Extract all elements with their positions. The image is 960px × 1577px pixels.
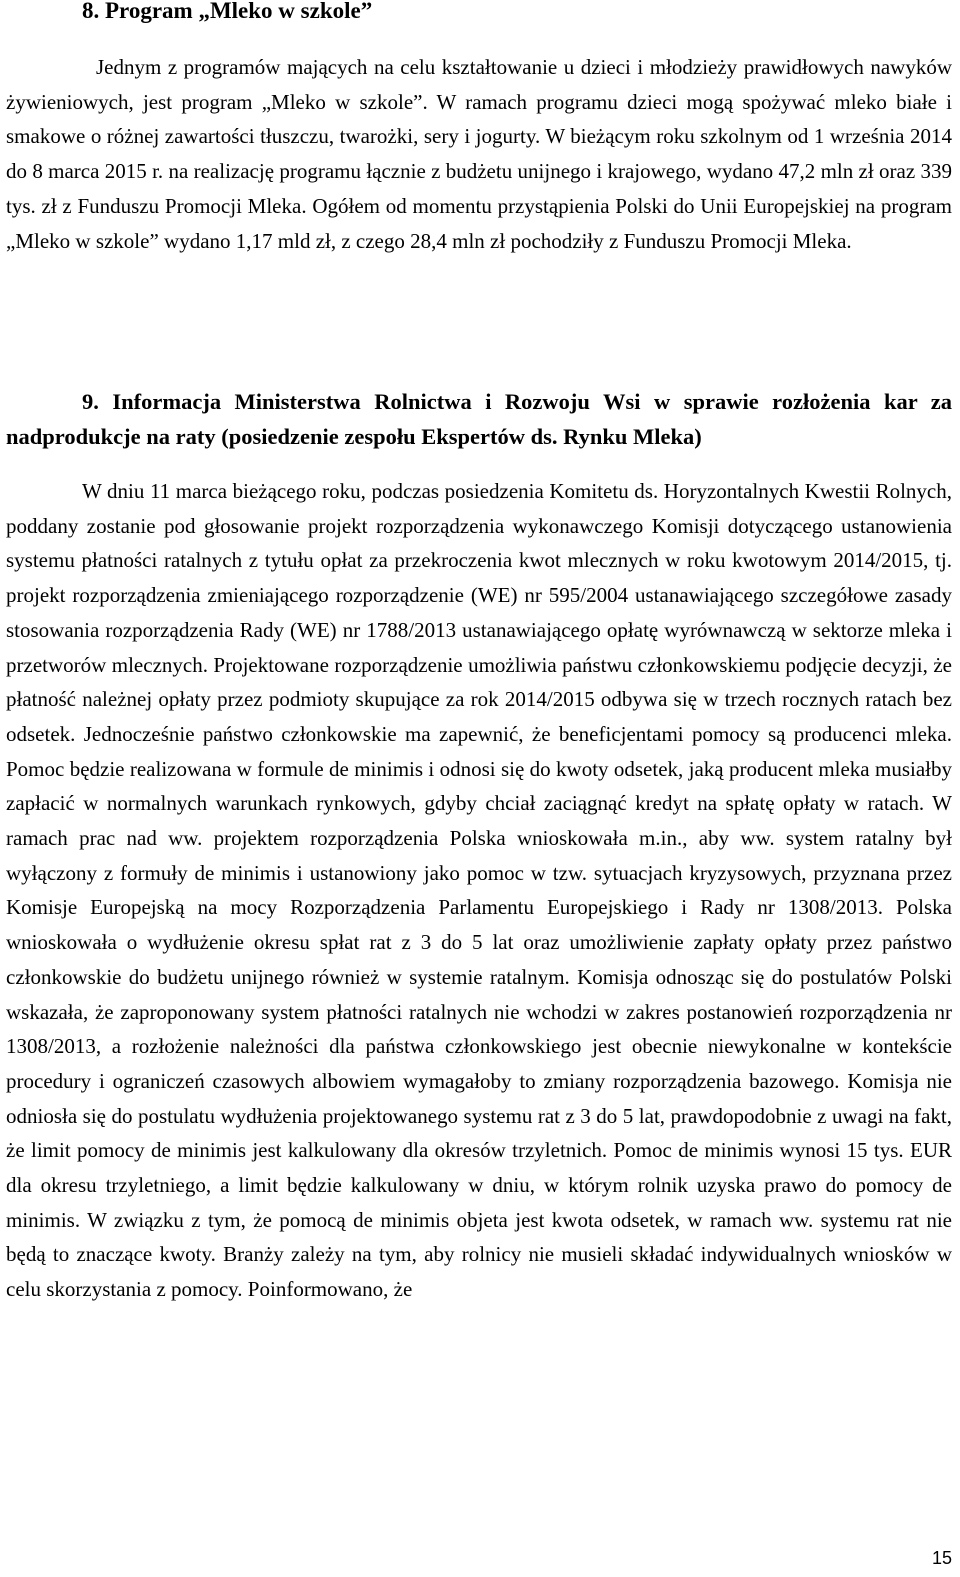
section-9-paragraph: W dniu 11 marca bieżącego roku, podczas posiedzenia Komitetu ds. Horyzontalnych Kwestii Rolnych, poddany zostanie pod głosowanie projekt rozporządzenia wykonawczego Komisji dotyczącego ustanowienia systemu płatności ratalnych z tytułu opłat za przekroczenia kwot mlecznych w roku kwotowym 2014/2015, tj. projekt rozporządzenia zmieniającego rozporządzenie (WE) nr 595/2004 ustanawiającego szczegółowe zasady stosowania rozporządzenia Rady (WE) nr 1788/2013 ustanawiającego opłatę wyrównawczą w sektorze mleka i przetworów mlecznych. Projektowane rozporządzenie umożliwia państwu członkowskiemu podjęcie decyzji, że płatność należnej opłaty przez podmioty skupujące za rok 2014/2015 odbywa się w trzech rocznych ratach bez odsetek. Jednocześnie państwo członkowskie ma zapewnić, że beneficjentami pomocy są producenci mleka. Pomoc będzie realizowana w formule de minimis i odnosi się do kwoty odsetek, jaką producent mleka musiałby zapłacić w normalnych warunkach rynkowych, gdyby chciał zaciągnąć kredyt na spłatę opłaty w ratach. W ramach prac nad ww. projektem rozporządzenia Polska wnioskowała m.in., aby ww. system ratalny był wyłączony z formuły de minimis i ustanowiony jako pomoc w tzw. sytuacjach kryzysowych, przyznana przez Komisje Europejską na mocy Rozporządzenia Parlamentu Europejskiego i Rady nr 1308/2013. Polska wnioskowała o wydłużenie okresu spłat rat z 3 do 5 lat oraz umożliwienie zapłaty opłaty przez państwo członkowskie do budżetu unijnego również w systemie ratalnym. Komisja odnosząc się do postulatów Polski wskazała, że zaproponowany system płatności ratalnych nie wchodzi w zakres postanowień rozporządzenia nr 1308/2013, a rozłożenie należności dla państwa członkowskiego jest obecnie niewykonalne w kontekście procedury i ograniczeń czasowych albowiem wymagałoby to zmiany rozporządzenia bazowego. Komisja nie odniosła się do postulatu wydłużenia projektowanego systemu rat z 3 do 5 lat, prawdopodobnie z uwagi na fakt, że limit pomocy de minimis jest kalkulowany dla okresów trzyletnich. Pomoc de minimis wynosi 15 tys. EUR dla okresu trzyletniego, a limit będzie kalkulowany w dniu, w którym rolnik uzyska prawo do pomocy de minimis. W związku z tym, że pomocą de minimis objeta jest kwota odsetek, w ramach ww. systemu rat nie będą to znaczące kwoty. Branży zależy na tym, aby rolnicy nie musieli składać indywidualnych wniosków w celu skorzystania z pomocy. Poinformowano, że xyxy=(6,479,952,1302)
page-number: 15 xyxy=(931,1548,952,1568)
section-8-paragraph: Jednym z programów mających na celu kształtowanie u dzieci i młodzieży prawidłowych nawyków żywieniowych, jest program „Mleko w szkole”. W ramach programu dzieci mogą spożywać mleko białe i smakowe o różnej zawartości tłuszczu, twarożki, sery i jogurty. W bieżącym roku szkolnym od 1 września 2014 do 8 marca 2015 r. na realizację programu łącznie z budżetu unijnego i krajowego, wydano 47,2 mln zł oraz 339 tys. zł z Funduszu Promocji Mleka. Ogółem od momentu przystąpienia Polski do Unii Europejskiej na program „Mleko w szkole” wydano 1,17 mld zł, z czego 28,4 mln zł pochodziły z Funduszu Promocji Mleka. xyxy=(6,55,952,253)
section-8-heading: 8. Program „Mleko w szkole” xyxy=(82,0,373,23)
section-9-heading: 9. Informacja Ministerstwa Rolnictwa i Rozwoju Wsi w sprawie rozłożenia kar za nadprodukcje na raty (posiedzenie zespołu Ekspertów ds. Rynku Mleka) xyxy=(6,389,952,449)
